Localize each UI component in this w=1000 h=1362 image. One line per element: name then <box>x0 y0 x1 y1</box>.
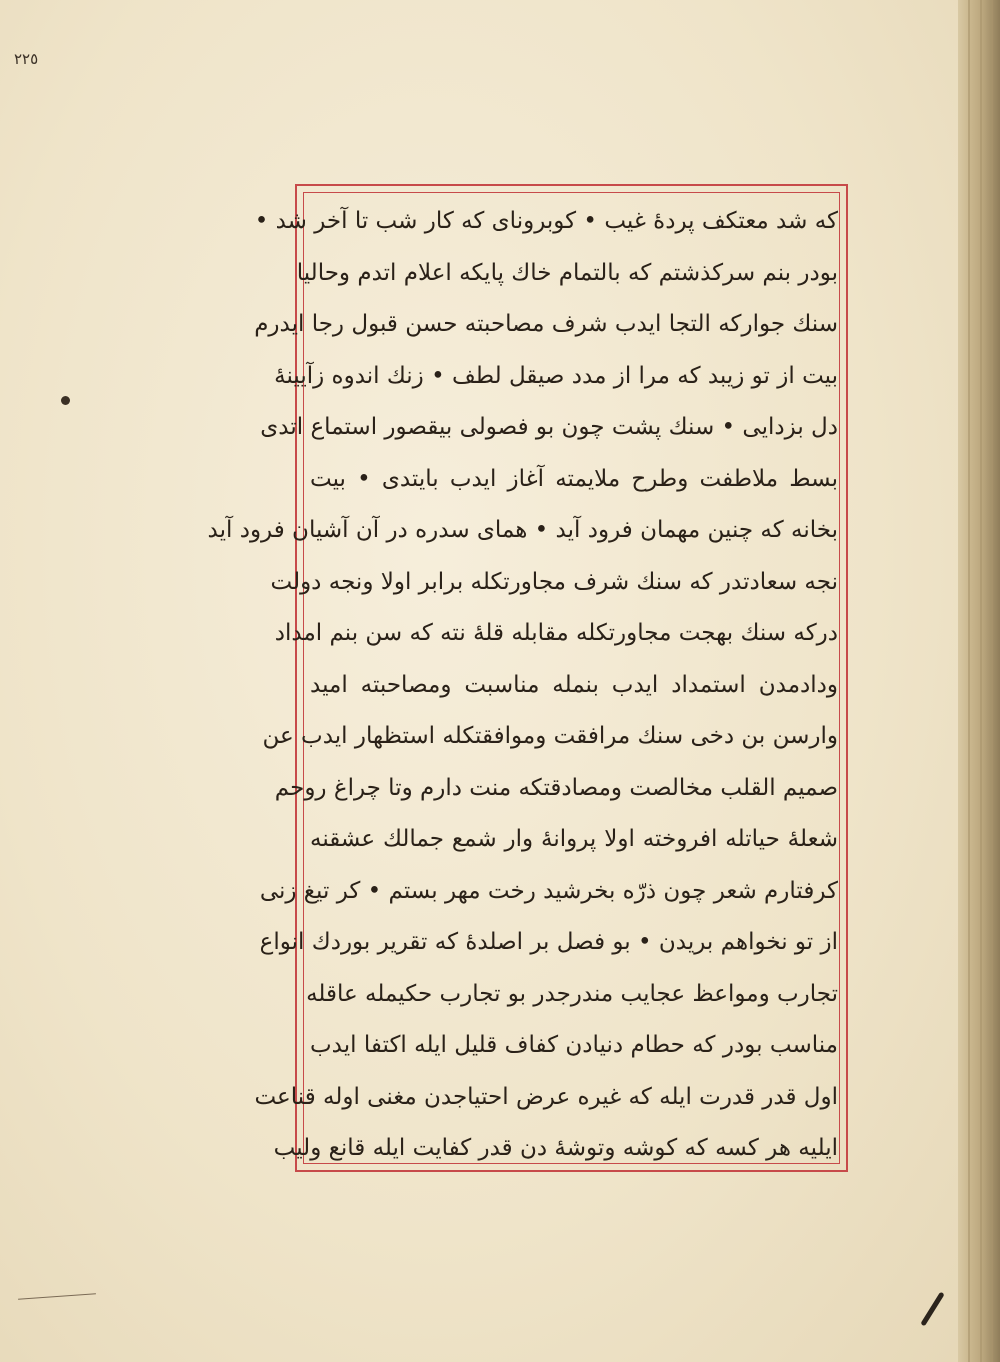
text-line: بيت از تو زيبد كه مرا از مدد صيقل لطف • زنك اندوه زآيينهٔ <box>274 362 838 389</box>
ink-dot <box>61 396 70 405</box>
edge-stripe <box>980 0 982 1362</box>
edge-stripe <box>968 0 970 1362</box>
text-line: اول قدر قدرت ايله كه غيره عرض احتياجدن مغنى اوله قناعت <box>254 1083 838 1110</box>
text-line: كه شد معتكف پردهٔ غيب • كوبروناى كه كار شب تا آخر شد • <box>254 208 838 234</box>
text-block <box>207 196 838 1161</box>
text-line: ودادمدن استمداد ايدب بنمله مناسبت ومصاحبته اميد <box>310 671 838 698</box>
text-line: ايليه هر كسه كه كوشه وتوشهٔ دن قدر كفايت ايله قانع وليب <box>273 1135 838 1161</box>
text-line: كرفتارم شعر چون ذرّه بخرشيد رخت مهر بستم • كر تيغ زنى <box>259 877 838 904</box>
text-line: بودر بنم سركذشتم كه بالتمام خاك پايكه اعلام اتدم وحاليا <box>296 259 838 286</box>
text-line: بخانه كه چنين مهمان فرود آيد • هماى سدره در آن آشيان فرود آيد <box>207 517 838 543</box>
text-line: دركه سنك بهجت مجاورتكله مقابله قلهٔ نته كه سن بنم امداد <box>274 620 838 646</box>
text-line: وارسن بن دخى سنك مرافقت وموافقتكله استظهار ايدب عن <box>262 723 838 749</box>
folio-number: ٢٢٥ <box>14 50 39 68</box>
text-line: از تو نخواهم بريدن • بو فصل بر اصلدهٔ كه تقرير بوردك انواع <box>259 929 838 955</box>
text-line: بسط ملاطفت وطرح ملايمته آغاز ايدب بايتدى • بيت <box>310 465 838 492</box>
text-line: مناسب بودر كه حطام دنيادن كفاف قليل ايله اكتفا ايدب <box>310 1032 838 1058</box>
text-line: شعلهٔ حياتله افروخته اولا پروانهٔ وار شمع جمالك عشقنه <box>310 826 838 852</box>
text-line: نجه سعادتدر كه سنك شرف مجاورتكله برابر اولا ونجه دولت <box>270 568 838 595</box>
text-line: سنك جواركه التجا ايدب شرف مصاحبته حسن قبول رجا ايدرم <box>254 311 838 337</box>
page-edge-gutter <box>958 0 1000 1362</box>
text-line: صميم القلب مخالصت ومصادقتكه منت دارم وتا چراغ روحم <box>274 774 838 801</box>
edge-stripe <box>991 0 993 1362</box>
text-line: تجارب ومواعظ عجايب مندرجدر بو تجارب حكيمله عاقله <box>306 980 838 1007</box>
text-line: دل بزدايى • سنك پشت چون بو فصولى بيقصور استماع اتدى <box>260 414 838 440</box>
